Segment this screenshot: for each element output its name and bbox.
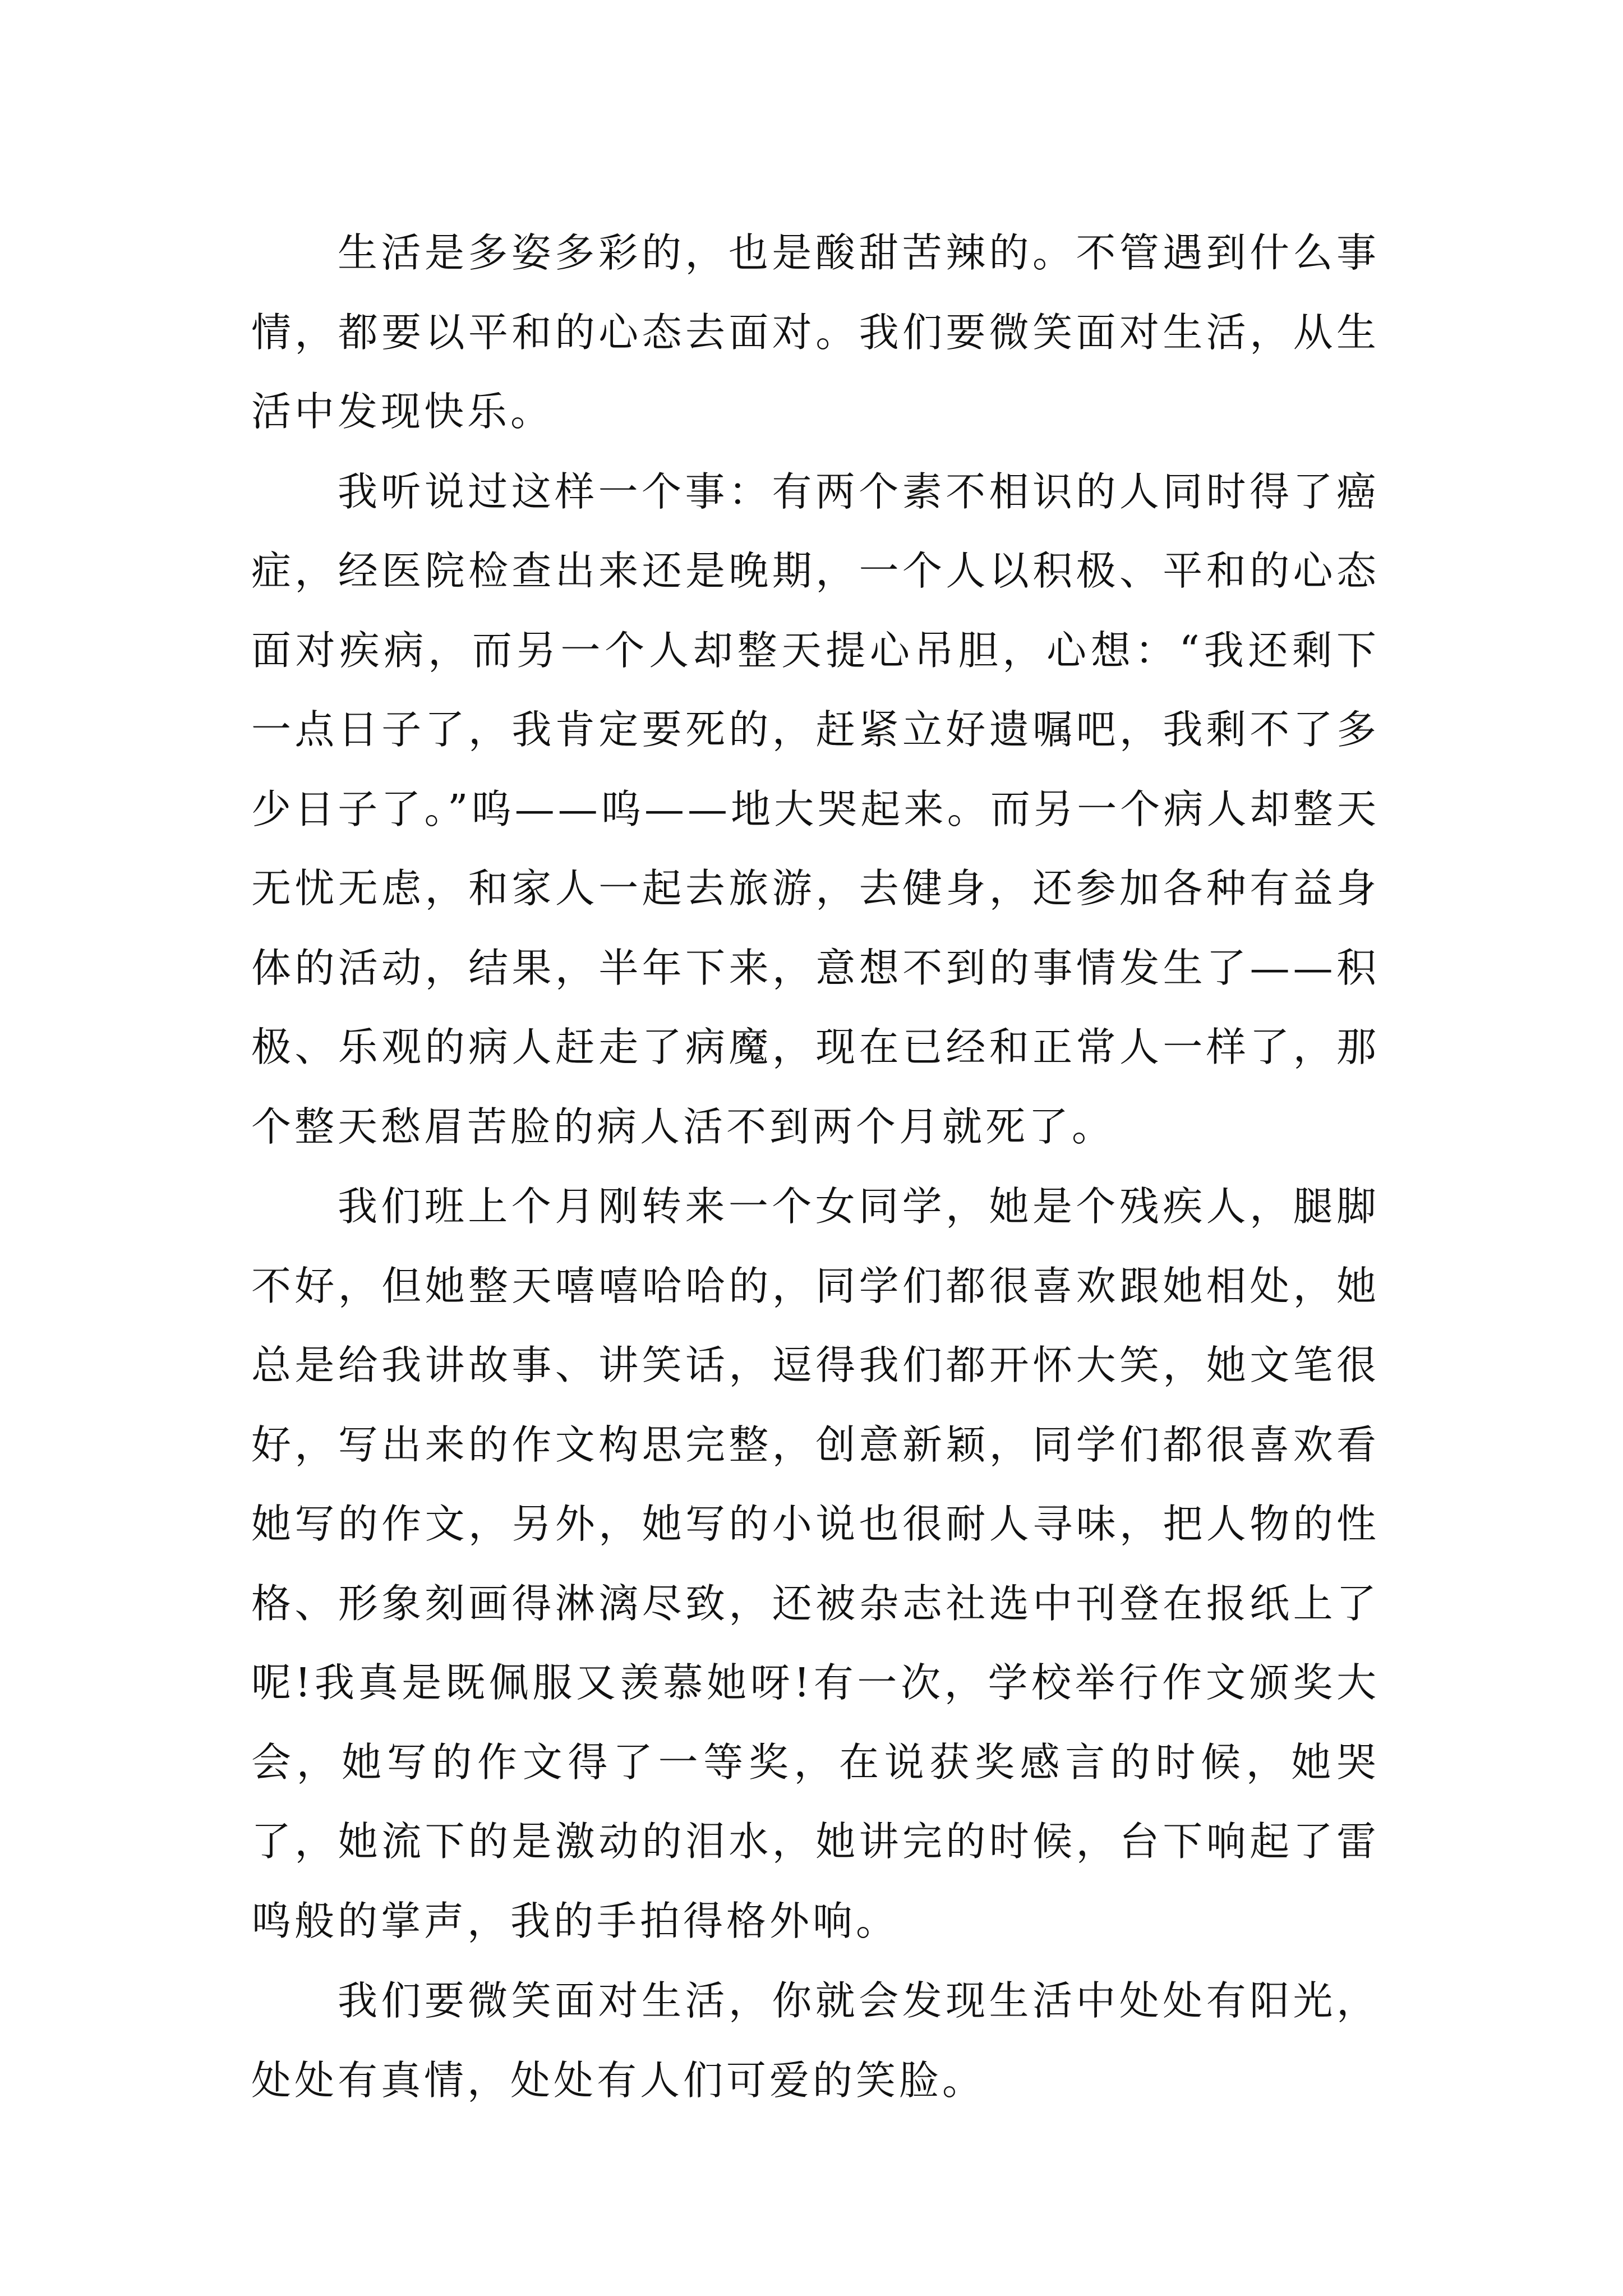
paragraph-cancer-story: 我听说过这样一个事：有两个素不相识的人同时得了癌症，经医院检查出来还是晚期，一个人以积极、平和的心态面对疾病，而另一个人却整天提心吊胆，心想：“我还剩下一点日子了，我肯定要死的，赶紧立好遗嘱吧，我剩不了多少日子了。”呜——呜——地大哭起来。而另一个病人却整天无忧无虑，和家人一起去旅游，去健身，还参加各种有益身体的活动，结果，半年下来，意想不到的事情发生了——积极、乐观的病人赶走了病魔，现在已经和正常人一样了，那个整天愁眉苦脸的病人活不到两个月就死了。 (251, 468, 1380, 1150)
paragraph-classmate-story: 我们班上个月刚转来一个女同学，她是个残疾人，腿脚不好，但她整天嘻嘻哈哈的，同学们都很喜欢跟她相处，她总是给我讲故事、讲笑话，逗得我们都开怀大笑，她文笔很好，写出来的作文构思完整，创意新颖，同学们都很喜欢看她写的作文，另外，她写的小说也很耐人寻味，把人物的性格、形象刻画得淋漓尽致，还被杂志社选中刊登在报纸上了呢!我真是既佩服又羡慕她呀!有一次，学校举行作文颁奖大会，她写的作文得了一等奖，在说获奖感言的时候，她哭了，她流下的是激动的泪水，她讲完的时候，台下响起了雷鸣般的掌声，我的手拍得格外响。 (251, 1183, 1380, 1944)
paragraph-intro: 生活是多姿多彩的，也是酸甜苦辣的。不管遇到什么事情，都要以平和的心态去面对。我们要微笑面对生活，从生活中发现快乐。 (251, 229, 1380, 435)
paragraph-conclusion: 我们要微笑面对生活，你就会发现生活中处处有阳光，处处有真情，处处有人们可爱的笑脸。 (251, 1977, 1380, 2104)
essay-body (251, 213, 1380, 2120)
